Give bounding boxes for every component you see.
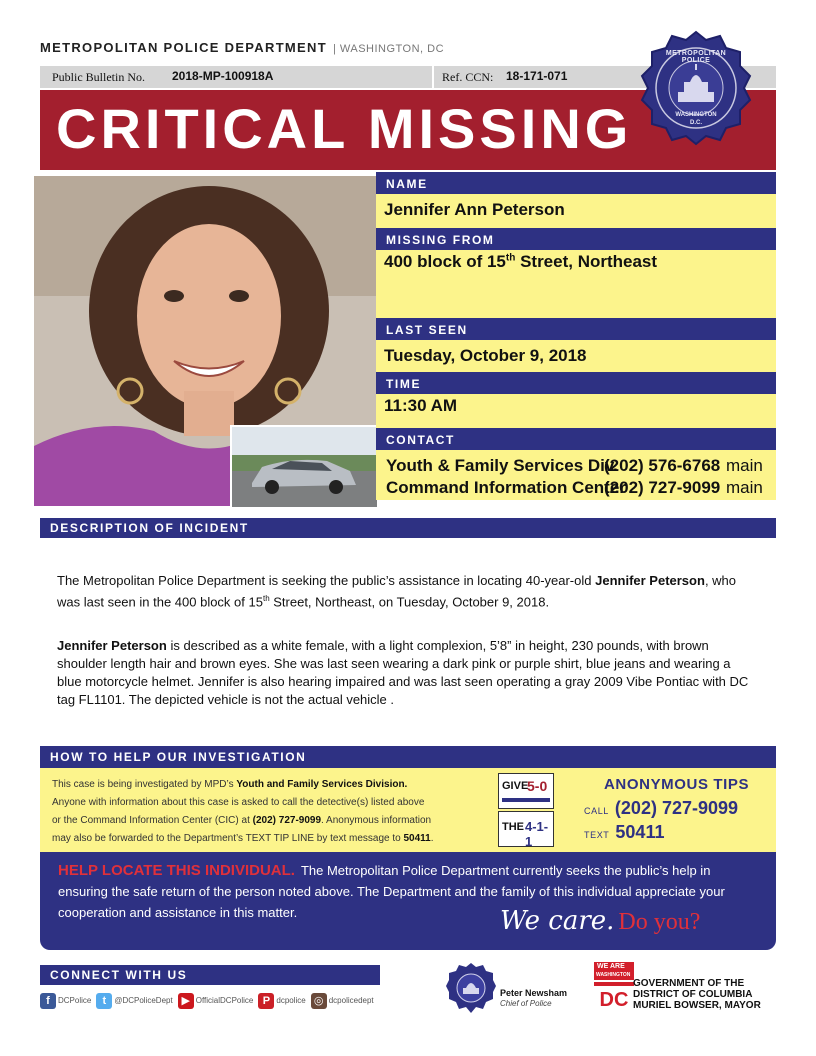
anonymous-text-line xyxy=(584,822,664,843)
time-label: TIME xyxy=(386,377,422,391)
social-link-youtube[interactable] xyxy=(178,992,254,1010)
social-link-facebook[interactable] xyxy=(40,992,91,1010)
contact-box xyxy=(376,450,776,500)
social-link-pinterest[interactable] xyxy=(258,992,305,1010)
help-line-1: This case is being investigated by MPD’s Youth and Family Services Division. xyxy=(52,779,408,790)
pinterest-icon: P xyxy=(258,993,274,1009)
social-link-twitter[interactable] xyxy=(96,992,172,1010)
contact-name: Youth & Family Services Div. xyxy=(386,456,618,475)
connect-label: CONNECT WITH US xyxy=(50,968,188,982)
bulletin-divider xyxy=(432,66,434,88)
we-care-slogan: We care. Do you? xyxy=(500,906,701,936)
missing-from-box xyxy=(376,250,776,318)
call-number: (202) 727-9099 xyxy=(614,798,739,818)
dc-government-text: GOVERNMENT OF THE DISTRICT OF COLUMBIA MURIEL BOWSER, MAYOR xyxy=(633,978,761,1011)
last-seen-time: 11:30 AM xyxy=(384,396,458,415)
police-badge-logo xyxy=(640,30,752,146)
ccn-label: Ref. CCN: xyxy=(442,70,494,84)
vehicle-photo xyxy=(230,425,379,509)
help-label: HOW TO HELP OUR INVESTIGATION xyxy=(50,750,307,764)
name-header xyxy=(376,172,776,194)
social-handle: DCPolice xyxy=(58,996,92,1006)
anonymous-call-line xyxy=(584,798,738,819)
youtube-icon: ▶ xyxy=(178,993,194,1009)
description-paragraph-1: The Metropolitan Police Department is seeking the public’s assistance in locating 40-year-old Jennifer Peterson, who was last seen in the 400 block of 15th Street, Northeast, on Tuesday, October 9, 2018. xyxy=(57,573,737,610)
time-box xyxy=(376,394,776,428)
chief-badge-icon xyxy=(446,962,496,1014)
badge-text-top: METROPOLITAN POLICE xyxy=(665,50,727,64)
person-name: Jennifer Ann Peterson xyxy=(384,200,565,219)
text-label: TEXT xyxy=(584,830,610,840)
appeal-headline: HELP LOCATE THIS INDIVIDUAL. xyxy=(58,862,295,879)
contact-type: main xyxy=(726,478,763,497)
badge-text-city: WASHINGTON xyxy=(675,112,717,118)
contact-label: CONTACT xyxy=(386,433,455,447)
social-link-instagram[interactable] xyxy=(311,992,374,1010)
chief-title: Chief of Police xyxy=(500,999,552,1008)
call-label: CALL xyxy=(584,806,609,816)
social-links xyxy=(40,992,379,1012)
missing-from-header xyxy=(376,228,776,250)
social-handle: @DCPoliceDept xyxy=(114,996,173,1006)
social-handle: dcpolicedept xyxy=(328,996,374,1006)
twitter-icon: t xyxy=(96,993,112,1009)
contact-type: main xyxy=(726,456,763,475)
appeal-body: The Metropolitan Police Department currently seeks the public’s help in ensuring the safe return of the person noted above. The Department and the family of this individual appreciate your cooperation and assistance in this matter. xyxy=(58,863,725,920)
description-label: DESCRIPTION OF INCIDENT xyxy=(50,521,249,535)
contact-phone: (202) 576-6768 xyxy=(604,456,721,475)
time-header xyxy=(376,372,776,394)
contact-header xyxy=(376,428,776,450)
name-value-box xyxy=(376,194,776,228)
last-seen-header xyxy=(376,318,776,340)
name-label: NAME xyxy=(386,177,428,191)
dc-we-are: WE ARE xyxy=(597,963,625,970)
contact-name: Command Information Center xyxy=(386,478,626,497)
help-line-3: or the Command Information Center (CIC) at (202) 727-9099. Anonymous information xyxy=(52,815,432,826)
person-name-bold: Jennifer Peterson xyxy=(57,638,167,653)
last-seen-box xyxy=(376,340,776,372)
bulletin-number: 2018-MP-100918A xyxy=(172,69,274,83)
connect-header xyxy=(40,965,380,985)
last-seen-label: LAST SEEN xyxy=(386,323,468,337)
person-name-bold: Jennifer Peterson xyxy=(595,573,705,588)
help-header xyxy=(40,746,776,768)
instagram-icon: ◎ xyxy=(311,993,327,1009)
dc-flag-logo xyxy=(594,962,634,1014)
department-location: | WASHINGTON, DC xyxy=(332,43,445,55)
department-name: METROPOLITAN POLICE DEPARTMENT xyxy=(40,40,327,55)
give-5-0-logo: GIVE 5-0 THE 4-1-1 xyxy=(498,773,554,847)
department-header xyxy=(40,40,444,55)
dc-washington: WASHINGTON xyxy=(596,972,631,978)
ccn-number: 18-171-071 xyxy=(506,69,568,83)
social-handle: OfficialDCPolice xyxy=(195,996,254,1006)
text-number: 50411 xyxy=(615,822,665,842)
help-line-4: may also be forwarded to the Department’s TEXT TIP LINE by text message to 50411. xyxy=(52,833,434,844)
chief-name: Peter Newsham xyxy=(500,988,568,998)
description-header xyxy=(40,518,776,538)
help-line-2: Anyone with information about this case is asked to call the detective(s) listed above xyxy=(52,797,425,808)
missing-from-value: 400 block of 15th Street, Northeast xyxy=(384,252,658,271)
contact-phone: (202) 727-9099 xyxy=(604,478,721,497)
missing-from-label: MISSING FROM xyxy=(386,233,495,247)
banner-title: CRITICAL MISSING xyxy=(56,97,633,160)
help-instructions xyxy=(52,776,492,848)
last-seen-date: Tuesday, October 9, 2018 xyxy=(384,346,587,365)
description-paragraph-2: Jennifer Peterson is described as a white female, with a light complexion, 5’8” in height, 230 pounds, with brown shoulder length hair and brown eyes. She was last seen wearing a dark pink or purple shirt, blue jeans and wearing a blue motorcycle helmet. Jennifer is also hearing impaired and was last seen operating a gray 2009 Vibe Pontiac with DC tag FL1101. The depicted vehicle is not the actual vehicle . xyxy=(57,638,749,707)
svg-text:DC: DC xyxy=(599,989,629,1011)
badge-text-dc: D.C. xyxy=(690,120,702,126)
bulletin-label: Public Bulletin No. xyxy=(52,70,145,84)
anonymous-tips-title: ANONYMOUS TIPS xyxy=(604,776,750,793)
facebook-icon: f xyxy=(40,993,56,1009)
social-handle: dcpolice xyxy=(276,996,306,1006)
